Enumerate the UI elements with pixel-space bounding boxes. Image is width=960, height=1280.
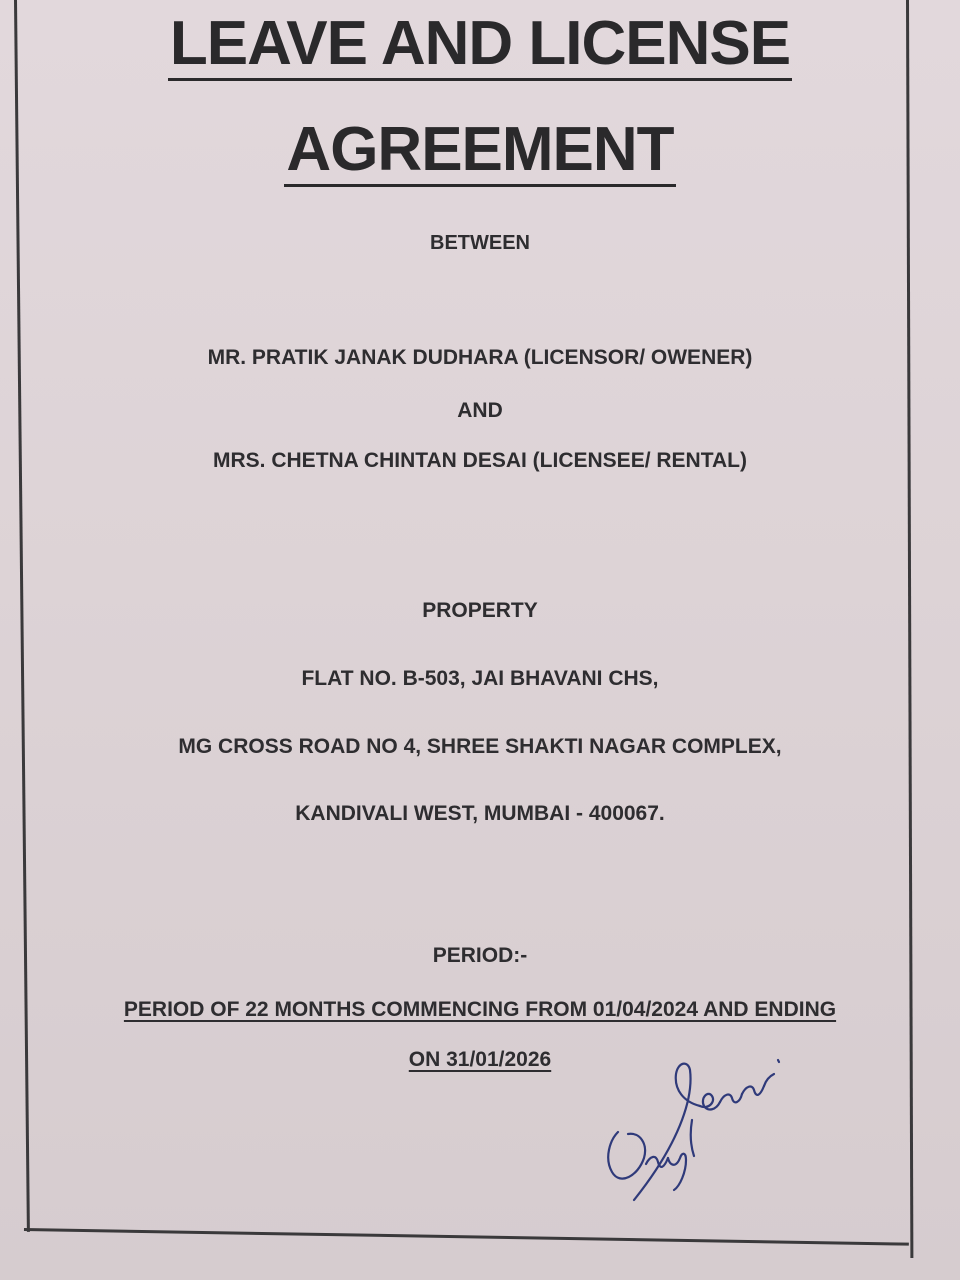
- period-line1: PERIOD OF 22 MONTHS COMMENCING FROM 01/04/2024 AND ENDING: [123, 998, 837, 1021]
- address-line3: KANDIVALI WEST, MUMBAI - 400067.: [295, 802, 665, 825]
- document-title-line1: LEAVE AND LICENSE: [0, 8, 960, 79]
- address-line2: MG CROSS ROAD NO 4, SHREE SHAKTI NAGAR COMPLEX,: [178, 735, 782, 758]
- signature-image: [590, 1040, 790, 1210]
- property-heading: PROPERTY: [422, 599, 538, 622]
- between-label: BETWEEN: [430, 232, 530, 254]
- address-line1: FLAT NO. B-503, JAI BHAVANI CHS,: [301, 667, 659, 690]
- period-line2: ON 31/01/2026: [408, 1048, 552, 1071]
- page-border-bottom: [24, 1228, 909, 1246]
- licensor-party: MR. PRATIK JANAK DUDHARA (LICENSOR/ OWENER): [207, 346, 753, 369]
- period-heading: PERIOD:-: [432, 944, 528, 967]
- licensee-party: MRS. CHETNA CHINTAN DESAI (LICENSEE/ RENTAL): [213, 449, 747, 472]
- and-label: AND: [457, 399, 503, 422]
- document-title-line2: AGREEMENT: [0, 114, 960, 185]
